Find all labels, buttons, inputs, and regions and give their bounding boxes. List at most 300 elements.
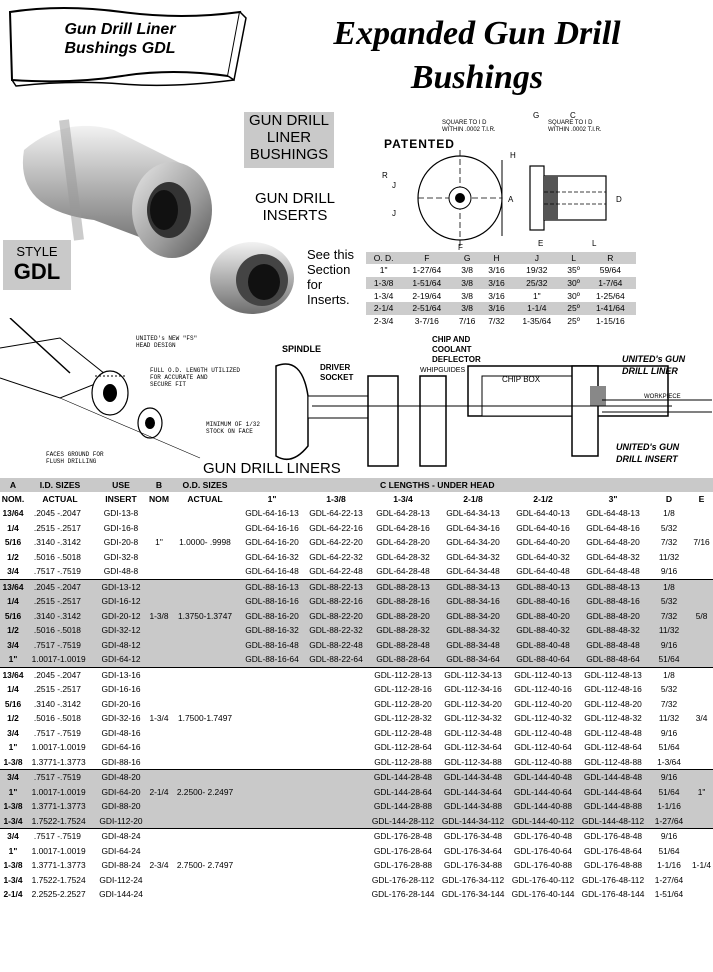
part-number-cell: GDL-88-16-16: [240, 594, 304, 609]
part-number-cell: GDL-88-16-32: [240, 623, 304, 638]
table-row: [0, 638, 713, 653]
nominal-cell: 3/4: [0, 829, 26, 844]
nominal-cell: 1-3/8: [3, 756, 23, 767]
part-number-cell: [304, 873, 368, 888]
part-number-cell: GDL-176-48-88: [583, 860, 643, 871]
nominal-cell: 1/2: [7, 551, 19, 562]
part-number-cell: GDL-64-40-32: [516, 551, 570, 562]
part-number-cell: GDL-88-40-48: [508, 638, 578, 653]
column-header: 2-1/8: [463, 494, 483, 504]
od-cell: [148, 873, 170, 888]
part-number-cell: GDL-176-48-48: [578, 829, 648, 844]
part-number-cell: GDL-88-22-16: [304, 594, 368, 609]
table-row: [0, 726, 713, 741]
column-header: 1": [267, 494, 277, 504]
see-section-line: Inserts.: [307, 292, 350, 307]
actual-id-cell: 1.0017-: [31, 742, 60, 753]
insert-label-1: UNITED's GUN: [616, 442, 680, 452]
actual-id-cell: .7517 -: [26, 638, 60, 653]
dim-cell: [690, 638, 713, 653]
actual-id-cell: 2.2527: [60, 889, 86, 900]
part-number-cell: GDL-88-34-13: [438, 579, 508, 594]
part-number-cell: GDL-64-22-13: [309, 508, 363, 519]
see-section-line: for: [307, 277, 323, 292]
od-cell: 1-3/8: [148, 609, 170, 624]
part-number-cell: GDL-144-34-64: [438, 785, 508, 800]
dimension-cell: 25º: [562, 302, 584, 315]
part-number-cell: [304, 770, 368, 785]
od-cell: [170, 652, 240, 667]
banner-title: [20, 20, 220, 58]
square-note-left-2: WITHIN .0002 T.I.R.: [442, 127, 496, 133]
table-row: [0, 609, 713, 624]
actual-id-cell: .2045 -: [26, 667, 60, 682]
spindle-label: SPINDLE: [282, 344, 322, 354]
actual-id-cell: .5018: [60, 551, 81, 562]
assembly-note: SECURE FIT: [150, 381, 187, 388]
nominal-cell: 3/4: [0, 770, 26, 785]
dimension-cell: 3/8: [461, 290, 474, 301]
table-row: [0, 579, 713, 594]
od-cell: [170, 521, 240, 536]
actual-id-cell: .7519: [60, 829, 94, 844]
dimension-table-row: [366, 277, 636, 290]
dimension-table-row: [366, 315, 636, 328]
actual-id-cell: .2515 -: [33, 522, 60, 533]
actual-id-cell: 1.0019: [60, 785, 94, 800]
part-number-cell: GDL-112-40-88: [514, 756, 572, 767]
dim-header: G: [452, 252, 481, 264]
dimension-cell: 25/32: [511, 277, 562, 290]
od-cell: [170, 873, 240, 888]
od-cell: 2.7500- 2.7497: [176, 860, 234, 871]
dim-cell: 5/32: [660, 522, 678, 533]
od-cell: [170, 682, 240, 697]
assembly-note: MINIMUM OF 1/32: [206, 421, 261, 428]
actual-id-cell: .3142: [60, 537, 81, 548]
column-header: E: [698, 494, 705, 504]
part-number-cell: GDL-112-28-64: [374, 742, 432, 753]
part-number-cell: GDL-144-48-88: [578, 799, 648, 814]
chip-label-2: COOLANT: [432, 345, 472, 354]
part-number-cell: GDL-88-40-64: [508, 652, 578, 667]
nominal-cell: 1/2: [7, 713, 19, 724]
insert-cell: GDI-16-12: [94, 594, 148, 609]
insert-cell: GDI-13-12: [94, 579, 148, 594]
dimension-cell: 35º: [567, 265, 580, 276]
insert-cell: GDI-32-12: [94, 623, 148, 638]
actual-id-cell: 1.0019: [60, 742, 86, 753]
table-row: [0, 550, 713, 565]
od-cell: 1.0000- .9998: [179, 537, 231, 548]
nominal-cell: 1-3/4: [0, 814, 26, 829]
insert-cell: GDI-32-8: [103, 551, 139, 562]
nominal-cell: 3/4: [7, 727, 19, 738]
part-number-cell: [304, 667, 368, 682]
dimension-cell: 19/32: [526, 265, 548, 276]
column-header: NOM: [148, 494, 170, 504]
gun-drill-liners-label: GUN DRILL LINERS: [203, 460, 341, 477]
table-row: [0, 697, 713, 712]
page-title: [262, 12, 692, 100]
part-number-cell: GDL-64-28-32: [376, 551, 430, 562]
actual-id-cell: 1.3773: [60, 860, 86, 871]
actual-id-cell: .2045 -: [33, 508, 60, 519]
part-number-cell: GDL-88-48-64: [578, 652, 648, 667]
dimension-cell: 1-41/64: [585, 302, 636, 315]
liner-label-2: DRILL LINER: [622, 366, 678, 376]
actual-id-cell: .2045 -: [26, 579, 60, 594]
nominal-cell: 1/2: [0, 623, 26, 638]
od-cell: [148, 697, 170, 712]
assembly-note: FLUSH DRILLING: [46, 458, 97, 465]
dimension-cell: 1-51/64: [401, 277, 452, 290]
actual-id-cell: .7519: [60, 727, 81, 738]
od-cell: [170, 755, 240, 770]
square-note-right-1: SQUARE TO I D: [548, 120, 593, 126]
dim-cell: [690, 814, 713, 829]
part-number-cell: [240, 697, 304, 712]
nominal-cell: 3/4: [7, 566, 19, 577]
insert-cell: GDI-64-24: [101, 845, 141, 856]
actual-id-cell: .3140 -: [26, 609, 60, 624]
table-header-row-2: [0, 492, 713, 506]
part-number-cell: GDL-64-34-48: [446, 566, 500, 577]
part-number-cell: GDL-88-34-64: [438, 652, 508, 667]
od-cell: [170, 697, 240, 712]
dim-header: H: [482, 252, 511, 264]
dim-cell: 9/16: [648, 638, 690, 653]
insert-cell: GDI-48-24: [94, 829, 148, 844]
part-number-cell: GDL-176-34-48: [438, 829, 508, 844]
part-number-cell: GDL-64-16-20: [245, 537, 299, 548]
table-row: [0, 564, 713, 579]
col-a-header: A: [0, 478, 26, 492]
od-cell: [148, 799, 170, 814]
part-number-cell: GDL-176-40-64: [513, 845, 573, 856]
part-number-cell: GDL-64-16-16: [245, 522, 299, 533]
part-number-cell: [304, 711, 368, 726]
table-row: [0, 521, 713, 536]
technical-drawing: [370, 110, 670, 252]
dimension-cell: 3/8: [461, 265, 474, 276]
table-row: [0, 682, 713, 697]
dim-cell: [690, 887, 713, 902]
od-cell: [148, 521, 170, 536]
insert-cell: GDI-88-16: [101, 756, 141, 767]
dim-cell: [690, 667, 713, 682]
insert-cell: GDI-144-24: [99, 889, 143, 900]
square-note-left-1: SQUARE TO I D: [442, 120, 487, 126]
od-cell: [170, 726, 240, 741]
part-number-cell: GDL-176-28-88: [373, 860, 433, 871]
table-row: [0, 755, 713, 770]
dim-g: G: [533, 111, 540, 120]
part-number-cell: [240, 770, 304, 785]
od-cell: [170, 579, 240, 594]
square-note-right-2: WITHIN .0002 T.I.R.: [548, 127, 602, 133]
part-number-cell: GDL-176-34-64: [443, 845, 503, 856]
part-number-cell: GDL-112-48-88: [584, 756, 642, 767]
part-number-cell: GDL-64-28-48: [376, 566, 430, 577]
od-cell: [170, 814, 240, 829]
nominal-cell: 1-3/8: [3, 860, 23, 871]
part-number-cell: GDL-88-22-32: [304, 623, 368, 638]
part-number-cell: [304, 829, 368, 844]
column-header: ACTUAL: [42, 494, 78, 504]
part-number-cell: GDL-88-28-64: [368, 652, 438, 667]
part-number-cell: [240, 799, 304, 814]
part-number-cell: GDL-88-16-64: [240, 652, 304, 667]
dim-cell: 1-27/64: [654, 874, 684, 885]
liner-bushings-label: [244, 112, 334, 168]
patented-label: PATENTED: [384, 137, 455, 151]
part-number-cell: [240, 682, 304, 697]
part-number-cell: [304, 697, 368, 712]
part-number-cell: GDL-88-28-48: [368, 638, 438, 653]
dimension-cell: 1-7/64: [585, 277, 636, 290]
part-number-cell: [304, 726, 368, 741]
actual-id-cell: 1.0019: [60, 652, 94, 667]
liner-bushings-label-1: GUN DRILL: [248, 112, 330, 129]
part-number-cell: GDL-64-16-32: [245, 551, 299, 562]
part-number-cell: GDL-64-40-48: [516, 566, 570, 577]
part-number-cell: GDL-64-48-13: [586, 508, 640, 519]
insert-cell: GDI-16-16: [101, 684, 141, 695]
part-number-cell: GDL-64-22-32: [309, 551, 363, 562]
od-cell: [170, 564, 240, 579]
actual-id-cell: .7517 -: [26, 829, 60, 844]
part-number-cell: GDL-144-34-88: [438, 799, 508, 814]
insert-cell: GDI-88-24: [101, 860, 141, 871]
od-cell: [170, 594, 240, 609]
title-line-2: Bushings: [410, 59, 544, 96]
insert-cell: GDI-48-16: [101, 727, 141, 738]
nominal-cell: 13/64: [0, 667, 26, 682]
dim-cell: [690, 697, 713, 712]
actual-id-cell: .5018: [60, 623, 94, 638]
part-number-cell: GDL-88-22-48: [304, 638, 368, 653]
dim-cell: 9/16: [660, 566, 678, 577]
od-cell: [148, 814, 170, 829]
part-number-cell: GDL-88-16-48: [240, 638, 304, 653]
dim-h: H: [510, 151, 516, 160]
column-header: 1-3/8: [326, 494, 346, 504]
dim-cell: [690, 829, 713, 844]
actual-id-cell: .7517 -: [26, 770, 60, 785]
dimension-cell: 2-51/64: [401, 302, 452, 315]
actual-id-cell: 1.3771-: [31, 756, 60, 767]
title-line-1: Expanded Gun Drill: [333, 15, 621, 52]
dim-header: F: [401, 252, 452, 264]
part-number-cell: GDL-64-16-13: [245, 508, 299, 519]
part-number-cell: GDL-88-22-20: [304, 609, 368, 624]
part-number-cell: GDL-112-40-48: [514, 727, 572, 738]
dim-cell: 51/64: [648, 652, 690, 667]
socket-label: SOCKET: [320, 373, 354, 382]
part-number-cell: [240, 844, 304, 859]
style-badge: [3, 240, 71, 290]
part-number-cell: GDL-112-48-64: [584, 742, 642, 753]
dim-cell: 1-3/64: [657, 756, 681, 767]
actual-id-cell: .3140 -: [33, 698, 60, 709]
part-number-cell: [304, 755, 368, 770]
actual-id-cell: .7517 -: [33, 727, 60, 738]
dim-cell: [690, 579, 713, 594]
insert-cell: GDI-16-8: [103, 522, 139, 533]
actual-id-cell: .2517: [60, 594, 94, 609]
od-cell: 1.3750-1.3747: [170, 609, 240, 624]
column-header: 2-1/2: [533, 494, 553, 504]
part-number-cell: GDL-176-34-88: [443, 860, 503, 871]
part-number-cell: GDL-176-40-112: [511, 874, 575, 885]
part-number-cell: [304, 887, 368, 902]
insert-label-2: DRILL INSERT: [616, 454, 678, 464]
part-number-cell: GDL-88-22-64: [304, 652, 368, 667]
part-number-cell: GDL-64-28-16: [376, 522, 430, 533]
dim-cell: [690, 506, 713, 521]
part-number-cell: [304, 740, 368, 755]
dim-cell: 1-27/64: [648, 814, 690, 829]
od-cell: [148, 682, 170, 697]
table-row: [0, 652, 713, 667]
dimension-cell: 2-3/4: [373, 316, 394, 327]
part-number-cell: GDL-64-34-13: [446, 508, 500, 519]
part-number-cell: [304, 858, 368, 873]
actual-id-cell: 1.7522-: [26, 814, 60, 829]
dimension-cell: 3/16: [482, 302, 511, 315]
dimension-cell: 7/16: [458, 316, 476, 327]
dimension-cell: 3/8: [452, 302, 481, 315]
dim-cell: 1": [690, 785, 713, 800]
dimension-cell: 25º: [567, 316, 580, 327]
dim-header: L: [562, 252, 584, 264]
part-number-cell: GDL-112-28-20: [374, 698, 432, 709]
dimension-cell: 1": [532, 290, 541, 301]
actual-id-cell: 2.2525-: [31, 889, 60, 900]
part-number-cell: [304, 844, 368, 859]
part-number-cell: GDL-112-40-13: [508, 667, 578, 682]
dimension-table-row: [366, 264, 636, 277]
assembly-note: FOR ACCURATE AND: [150, 374, 208, 381]
dim-cell: [690, 873, 713, 888]
dimension-cell: 1-35/64: [522, 316, 552, 327]
nominal-cell: 1-3/8: [0, 799, 26, 814]
chip-label-3: DEFLECTOR: [432, 355, 481, 364]
style-code: GDL: [13, 259, 61, 284]
nominal-cell: 1": [0, 652, 26, 667]
dim-cell: 7/32: [660, 537, 678, 548]
table-header-row-1: [0, 478, 713, 492]
part-number-cell: GDL-112-40-64: [514, 742, 572, 753]
dimension-cell: 3/16: [482, 277, 511, 290]
dim-cell: [690, 770, 713, 785]
dim-cell: 7/32: [648, 609, 690, 624]
part-number-cell: GDL-88-34-48: [438, 638, 508, 653]
actual-id-cell: 1.3771-: [31, 860, 60, 871]
part-number-cell: GDL-64-48-48: [586, 566, 640, 577]
table-row: [0, 535, 713, 550]
od-cell: [148, 726, 170, 741]
part-number-cell: GDL-176-28-64: [373, 845, 433, 856]
part-number-cell: GDL-112-48-20: [584, 698, 642, 709]
od-cell: 1": [155, 537, 163, 548]
banner-line-2: Bushings GDL: [64, 40, 176, 57]
part-number-cell: GDL-112-48-16: [584, 684, 642, 695]
part-number-cell: [240, 887, 304, 902]
od-cell: [148, 652, 170, 667]
part-number-cell: GDL-88-48-16: [578, 594, 648, 609]
column-header: 3": [608, 494, 618, 504]
insert-cell: GDI-32-16: [101, 713, 141, 724]
dim-cell: 51/64: [658, 742, 680, 753]
dim-header: O. D.: [366, 252, 401, 264]
actual-id-cell: .3142: [60, 698, 81, 709]
part-number-cell: [240, 785, 304, 800]
dim-header: J: [511, 252, 562, 264]
table-row: [0, 623, 713, 638]
part-number-cell: GDL-64-28-20: [376, 537, 430, 548]
part-number-cell: GDL-88-28-13: [368, 579, 438, 594]
od-cell: [170, 667, 240, 682]
actual-id-cell: .5018: [60, 713, 81, 724]
part-number-cell: GDL-112-34-88: [444, 756, 502, 767]
see-section-line: Section: [307, 262, 351, 277]
table-row: [0, 770, 713, 785]
dim-cell: 11/32: [648, 623, 690, 638]
dim-cell: [690, 844, 713, 859]
dim-cell: 9/16: [648, 770, 690, 785]
dimension-cell: 3/8: [452, 277, 481, 290]
actual-id-cell: .5016 -: [26, 623, 60, 638]
od-cell: [148, 550, 170, 565]
dim-cell: 1/8: [648, 579, 690, 594]
actual-id-cell: 1.0017-: [26, 785, 60, 800]
table-row: [0, 873, 713, 888]
part-number-cell: GDL-144-28-48: [368, 770, 438, 785]
part-number-cell: GDL-64-48-20: [586, 537, 640, 548]
dimension-cell: 3/16: [488, 290, 505, 301]
dim-cell: 3/4: [695, 713, 708, 724]
dim-cell: [690, 799, 713, 814]
od-cell: [148, 844, 170, 859]
part-number-cell: GDL-88-34-32: [438, 623, 508, 638]
liner-bushing-photo: [4, 110, 224, 260]
od-cell: [148, 667, 170, 682]
inserts-label-1: GUN DRILL: [254, 190, 336, 207]
dimension-table-header: [366, 252, 636, 264]
dim-cell: [690, 623, 713, 638]
dim-j2: J: [392, 209, 396, 218]
dim-a: A: [508, 195, 514, 204]
dimension-cell: 3-7/16: [414, 316, 439, 327]
dim-cell: 1/8: [663, 508, 675, 519]
part-number-cell: [304, 814, 368, 829]
insert-photo: [206, 236, 302, 320]
part-number-cell: GDL-176-34-144: [441, 889, 505, 900]
part-number-cell: GDL-112-34-16: [444, 684, 502, 695]
dimension-cell: 2-1/4: [366, 302, 401, 315]
part-number-cell: GDL-64-40-16: [516, 522, 570, 533]
dimension-cell: 1-25/64: [595, 290, 625, 301]
column-header: D: [665, 494, 673, 504]
nominal-cell: 13/64: [2, 508, 24, 519]
insert-cell: GDI-13-8: [103, 508, 139, 519]
insert-cell: GDI-88-20: [94, 799, 148, 814]
dim-cell: [690, 755, 713, 770]
whipguides-label: WHIPGUIDES: [420, 367, 466, 374]
dim-cell: 5/32: [660, 684, 678, 695]
